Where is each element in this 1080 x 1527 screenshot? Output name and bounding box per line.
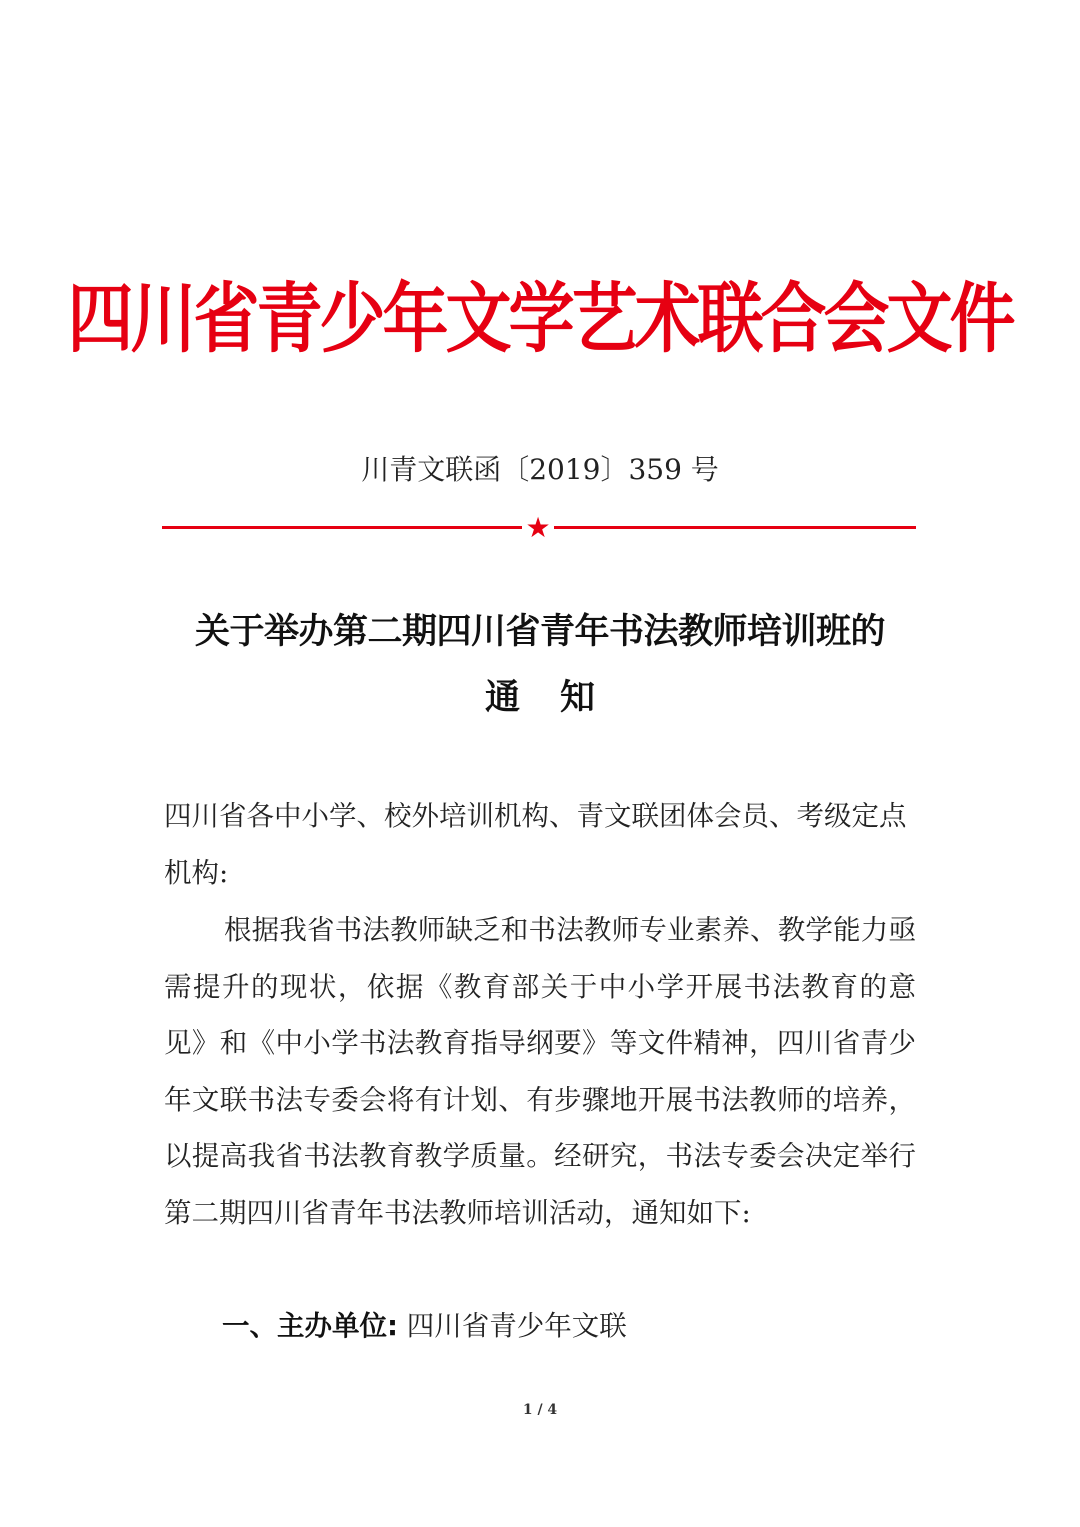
notice-title-line1: 关于举办第二期四川省青年书法教师培训班的 [194,612,885,652]
divider-line-left [162,526,522,529]
document-number: 川青文联函〔2019〕359 号 [361,453,719,486]
section-organizer [222,1298,922,1354]
notice-title-line2: 通知 [484,678,635,718]
divider-line-right [554,526,916,529]
body-paragraph: 根据我省书法教师缺乏和书法教师专业素养、教学能力亟需提升的现状，依据《教育部关于中小学开展书法教育的意见》和《中小学书法教育指导纲要》等文件精神，四川省青少年文联书法专委会将有计划、有步骤地开展书法教师的培养，以提高我省书法教育教学质量。经研究，书法专委会决定举行第二期四川省青年书法教师培训活动，通知如下: [164,914,916,1229]
section-organizer-heading: 一、主办单位: [222,1310,398,1342]
document-header-title: 四川省青少年文学艺术联合会文件 [67,274,1013,364]
red-divider [162,508,916,548]
salutation: 四川省各中小学、校外培训机构、青文联团体会员、考级定点机构: [164,800,907,889]
section-organizer-content: 四川省青少年文联 [406,1310,627,1342]
page-number: 1 / 4 [522,1402,558,1418]
star-icon: ★ [525,511,551,544]
